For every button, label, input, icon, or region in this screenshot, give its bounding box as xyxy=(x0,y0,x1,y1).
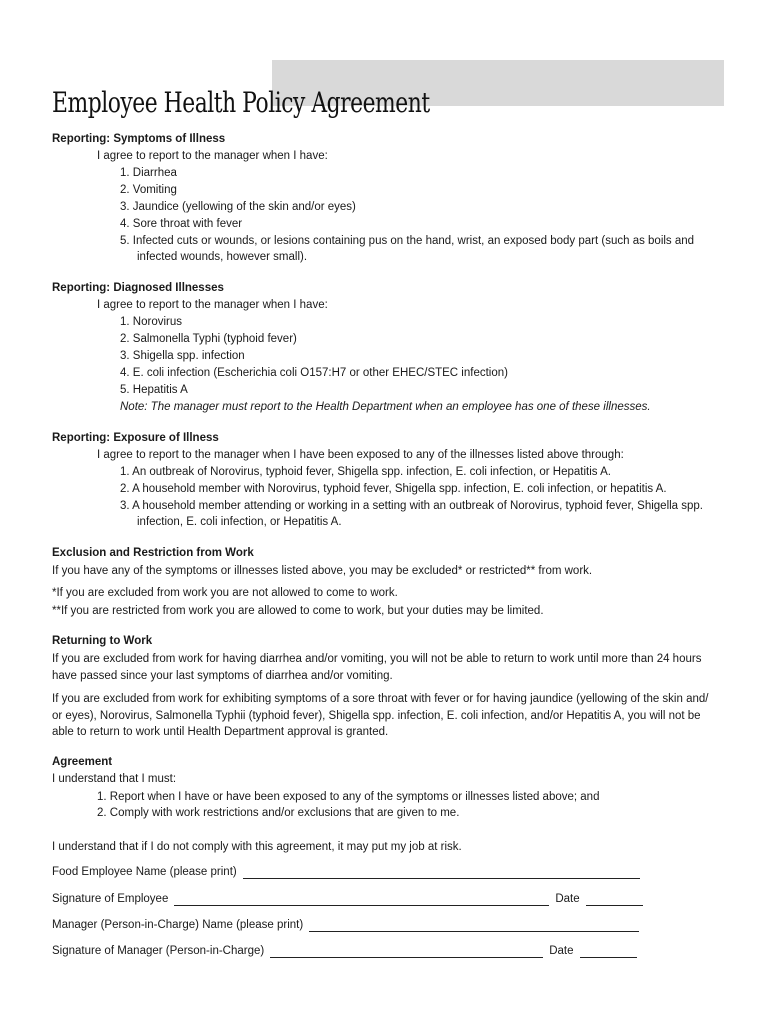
employee-signature-label: Signature of Employee xyxy=(52,893,169,905)
symptoms-intro: I agree to report to the manager when I have: xyxy=(97,150,328,162)
list-item: 2. Salmonella Typhi (typhoid fever) xyxy=(120,333,297,345)
employee-name-field[interactable] xyxy=(243,867,640,879)
returning-text: able to return to work until Health Department approval is granted. xyxy=(52,726,389,738)
exposure-intro: I agree to report to the manager when I have been exposed to any of the illnesses listed above through: xyxy=(97,449,624,461)
list-item: 2. Comply with work restrictions and/or exclusions that are given to me. xyxy=(97,807,460,819)
list-item: 1. An outbreak of Norovirus, typhoid fever, Shigella spp. infection, E. coli infection, or Hepatitis A. xyxy=(120,466,611,478)
list-item: 3. A household member attending or working in a setting with an outbreak of Norovirus, typhoid fever, Shigella spp. xyxy=(120,500,704,512)
exclusion-text: If you have any of the symptoms or illnesses listed above, you may be excluded* or restricted** from work. xyxy=(52,565,593,577)
manager-name-row xyxy=(52,918,639,932)
page-title: Employee Health Policy Agreement xyxy=(52,86,430,119)
section-heading-diagnosed: Reporting: Diagnosed Illnesses xyxy=(52,282,224,294)
employee-signature-row xyxy=(52,892,643,906)
returning-text: have passed since your last symptoms of diarrhea and/or vomiting. xyxy=(52,670,393,682)
diagnosed-note: Note: The manager must report to the Health Department when an employee has one of these illnesses. xyxy=(120,401,651,413)
restriction-footnote: **If you are restricted from work you are allowed to come to work, but your duties may be limited. xyxy=(52,605,544,617)
employee-name-row xyxy=(52,865,640,879)
agreement-risk: I understand that if I do not comply with this agreement, it may put my job at risk. xyxy=(52,841,462,853)
section-heading-exposure: Reporting: Exposure of Illness xyxy=(52,432,219,444)
date-label: Date xyxy=(555,893,580,905)
employee-date-field[interactable] xyxy=(586,894,643,906)
agreement-intro: I understand that I must: xyxy=(52,773,177,785)
list-item-continued: infected wounds, however small). xyxy=(137,251,308,263)
exclusion-footnote: *If you are excluded from work you are not allowed to come to work. xyxy=(52,587,398,599)
manager-signature-label: Signature of Manager (Person-in-Charge) xyxy=(52,945,265,957)
list-item: 4. Sore throat with fever xyxy=(120,218,243,230)
list-item: 1. Norovirus xyxy=(120,316,182,328)
section-heading-exclusion: Exclusion and Restriction from Work xyxy=(52,547,254,559)
manager-name-field[interactable] xyxy=(309,920,639,932)
list-item: 5. Infected cuts or wounds, or lesions containing pus on the hand, wrist, an exposed body part (such as boils and xyxy=(120,235,695,247)
date-label: Date xyxy=(549,945,574,957)
diagnosed-intro: I agree to report to the manager when I have: xyxy=(97,299,328,311)
list-item: 5. Hepatitis A xyxy=(120,384,188,396)
returning-text: or eyes), Norovirus, Salmonella Typhii (typhoid fever), Shigella spp. infection, E. coli infection, and/or Hepatitis A, you will not be xyxy=(52,710,701,722)
list-item: 1. Diarrhea xyxy=(120,167,177,179)
list-item: 3. Jaundice (yellowing of the skin and/or eyes) xyxy=(120,201,356,213)
employee-name-label: Food Employee Name (please print) xyxy=(52,866,237,878)
list-item-continued: infection, E. coli infection, or Hepatitis A. xyxy=(137,516,342,528)
list-item: 4. E. coli infection (Escherichia coli O157:H7 or other EHEC/STEC infection) xyxy=(120,367,508,379)
manager-signature-row xyxy=(52,944,637,958)
list-item: 2. A household member with Norovirus, typhoid fever, Shigella spp. infection, E. coli infection, or hepatitis A. xyxy=(120,483,667,495)
section-heading-agreement: Agreement xyxy=(52,756,113,768)
list-item: 3. Shigella spp. infection xyxy=(120,350,245,362)
section-heading-symptoms: Reporting: Symptoms of Illness xyxy=(52,133,226,145)
employee-signature-field[interactable] xyxy=(174,894,549,906)
list-item: 2. Vomiting xyxy=(120,184,177,196)
section-heading-returning: Returning to Work xyxy=(52,635,153,647)
returning-text: If you are excluded from work for having diarrhea and/or vomiting, you will not be able to return to work until more than 24 hours xyxy=(52,653,702,665)
returning-text: If you are excluded from work for exhibiting symptoms of a sore throat with fever or for having jaundice (yellowing of the skin and/ xyxy=(52,693,709,705)
manager-name-label: Manager (Person-in-Charge) Name (please print) xyxy=(52,919,304,931)
list-item: 1. Report when I have or have been exposed to any of the symptoms or illnesses listed above; and xyxy=(97,791,600,803)
manager-date-field[interactable] xyxy=(580,946,637,958)
manager-signature-field[interactable] xyxy=(270,946,543,958)
